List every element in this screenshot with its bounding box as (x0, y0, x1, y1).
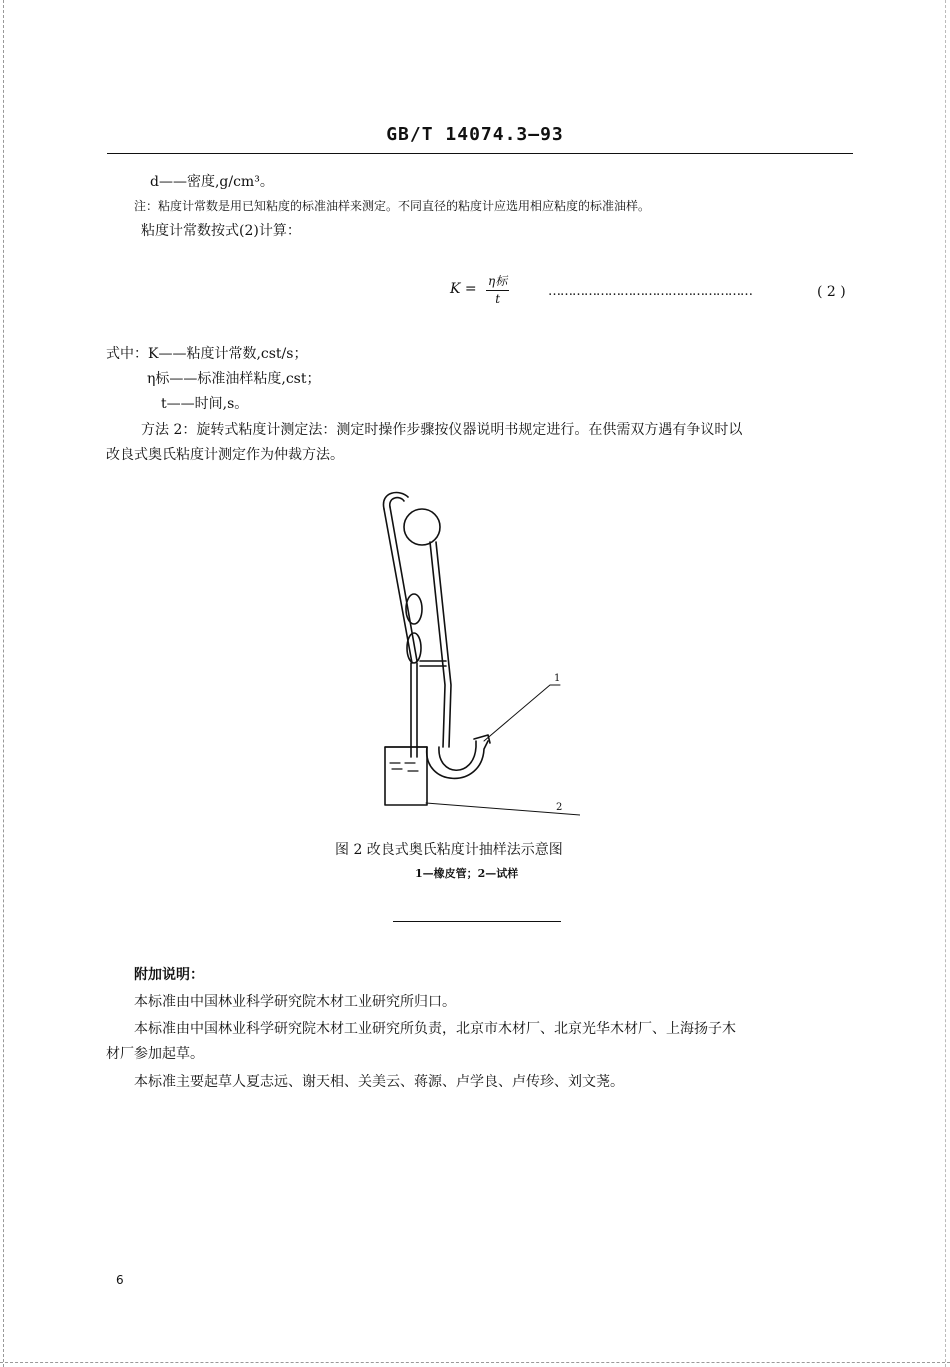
appendix-line-1: 本标准由中国林业科学研究院木材工业研究所归口。 (134, 994, 456, 1010)
header-rule (107, 153, 853, 154)
leader-line-1 (484, 685, 560, 741)
appendix-heading: 附加说明： (134, 967, 204, 983)
figure-label-2: 2 (556, 802, 563, 813)
formula-fraction (486, 272, 509, 306)
beaker (385, 747, 427, 805)
figure-caption: 图 2 改良式奥氏粘度计抽样法示意图 (335, 842, 563, 858)
figure-legend: 1—橡皮管；2—试样 (415, 867, 519, 880)
viscometer-figure (370, 485, 580, 830)
formula-intro: 粘度计常数按式(2)计算： (141, 223, 301, 239)
note-line: 注：粘度计常数是用已知粘度的标准油样来测定。不同直径的粘度计应选用相应粘度的标准油样。 (134, 199, 651, 213)
right-tube-outer (430, 542, 445, 747)
method2-line2: 改良式奥氏粘度计测定作为仲裁方法。 (106, 447, 344, 463)
scan-border-right (945, 0, 946, 1367)
where-t: t——时间,s。 (161, 396, 249, 412)
rubber-tube-outer (427, 741, 488, 778)
formula-number: ( 2 ) (817, 284, 846, 300)
upper-bulb (404, 509, 440, 545)
figure-label-1: 1 (554, 673, 561, 684)
formula-lhs: K = (450, 281, 477, 297)
formula-leader-dots: …………………………………………… (548, 284, 752, 299)
sample-liquid (390, 763, 418, 771)
method2-line1: 方法 2：旋转式粘度计测定法：测定时操作步骤按仪器说明书规定进行。在供需双方遇有争议时以 (141, 422, 743, 438)
formula-denominator: t (495, 292, 501, 306)
page-number: 6 (116, 1273, 124, 1287)
capillary-top-loop-inner (390, 498, 404, 507)
appendix-line-2a: 本标准由中国林业科学研究院木材工业研究所负责，北京市木材厂、北京光华木材厂、上海扬子木 (134, 1021, 736, 1037)
where-k: 式中：K——粘度计常数,cst/s； (106, 346, 308, 362)
scan-border-bottom (0, 1362, 950, 1363)
density-definition: d——密度,g/cm³。 (150, 174, 274, 190)
page-header: GB/T 14074.3—93 (386, 124, 564, 145)
appendix-line-2b: 材厂参加起草。 (106, 1046, 204, 1062)
appendix-line-3: 本标准主要起草人夏志远、谢天相、关美云、蒋源、卢学良、卢传珍、刘文荛。 (134, 1074, 624, 1090)
where-eta: η标——标准油样粘度,cst； (147, 371, 321, 387)
scan-border-left (3, 0, 4, 1367)
formula-numerator: η标 (486, 272, 509, 291)
left-tube-lower (411, 663, 417, 757)
rubber-tube-inner (439, 741, 476, 770)
end-rule (393, 921, 561, 922)
